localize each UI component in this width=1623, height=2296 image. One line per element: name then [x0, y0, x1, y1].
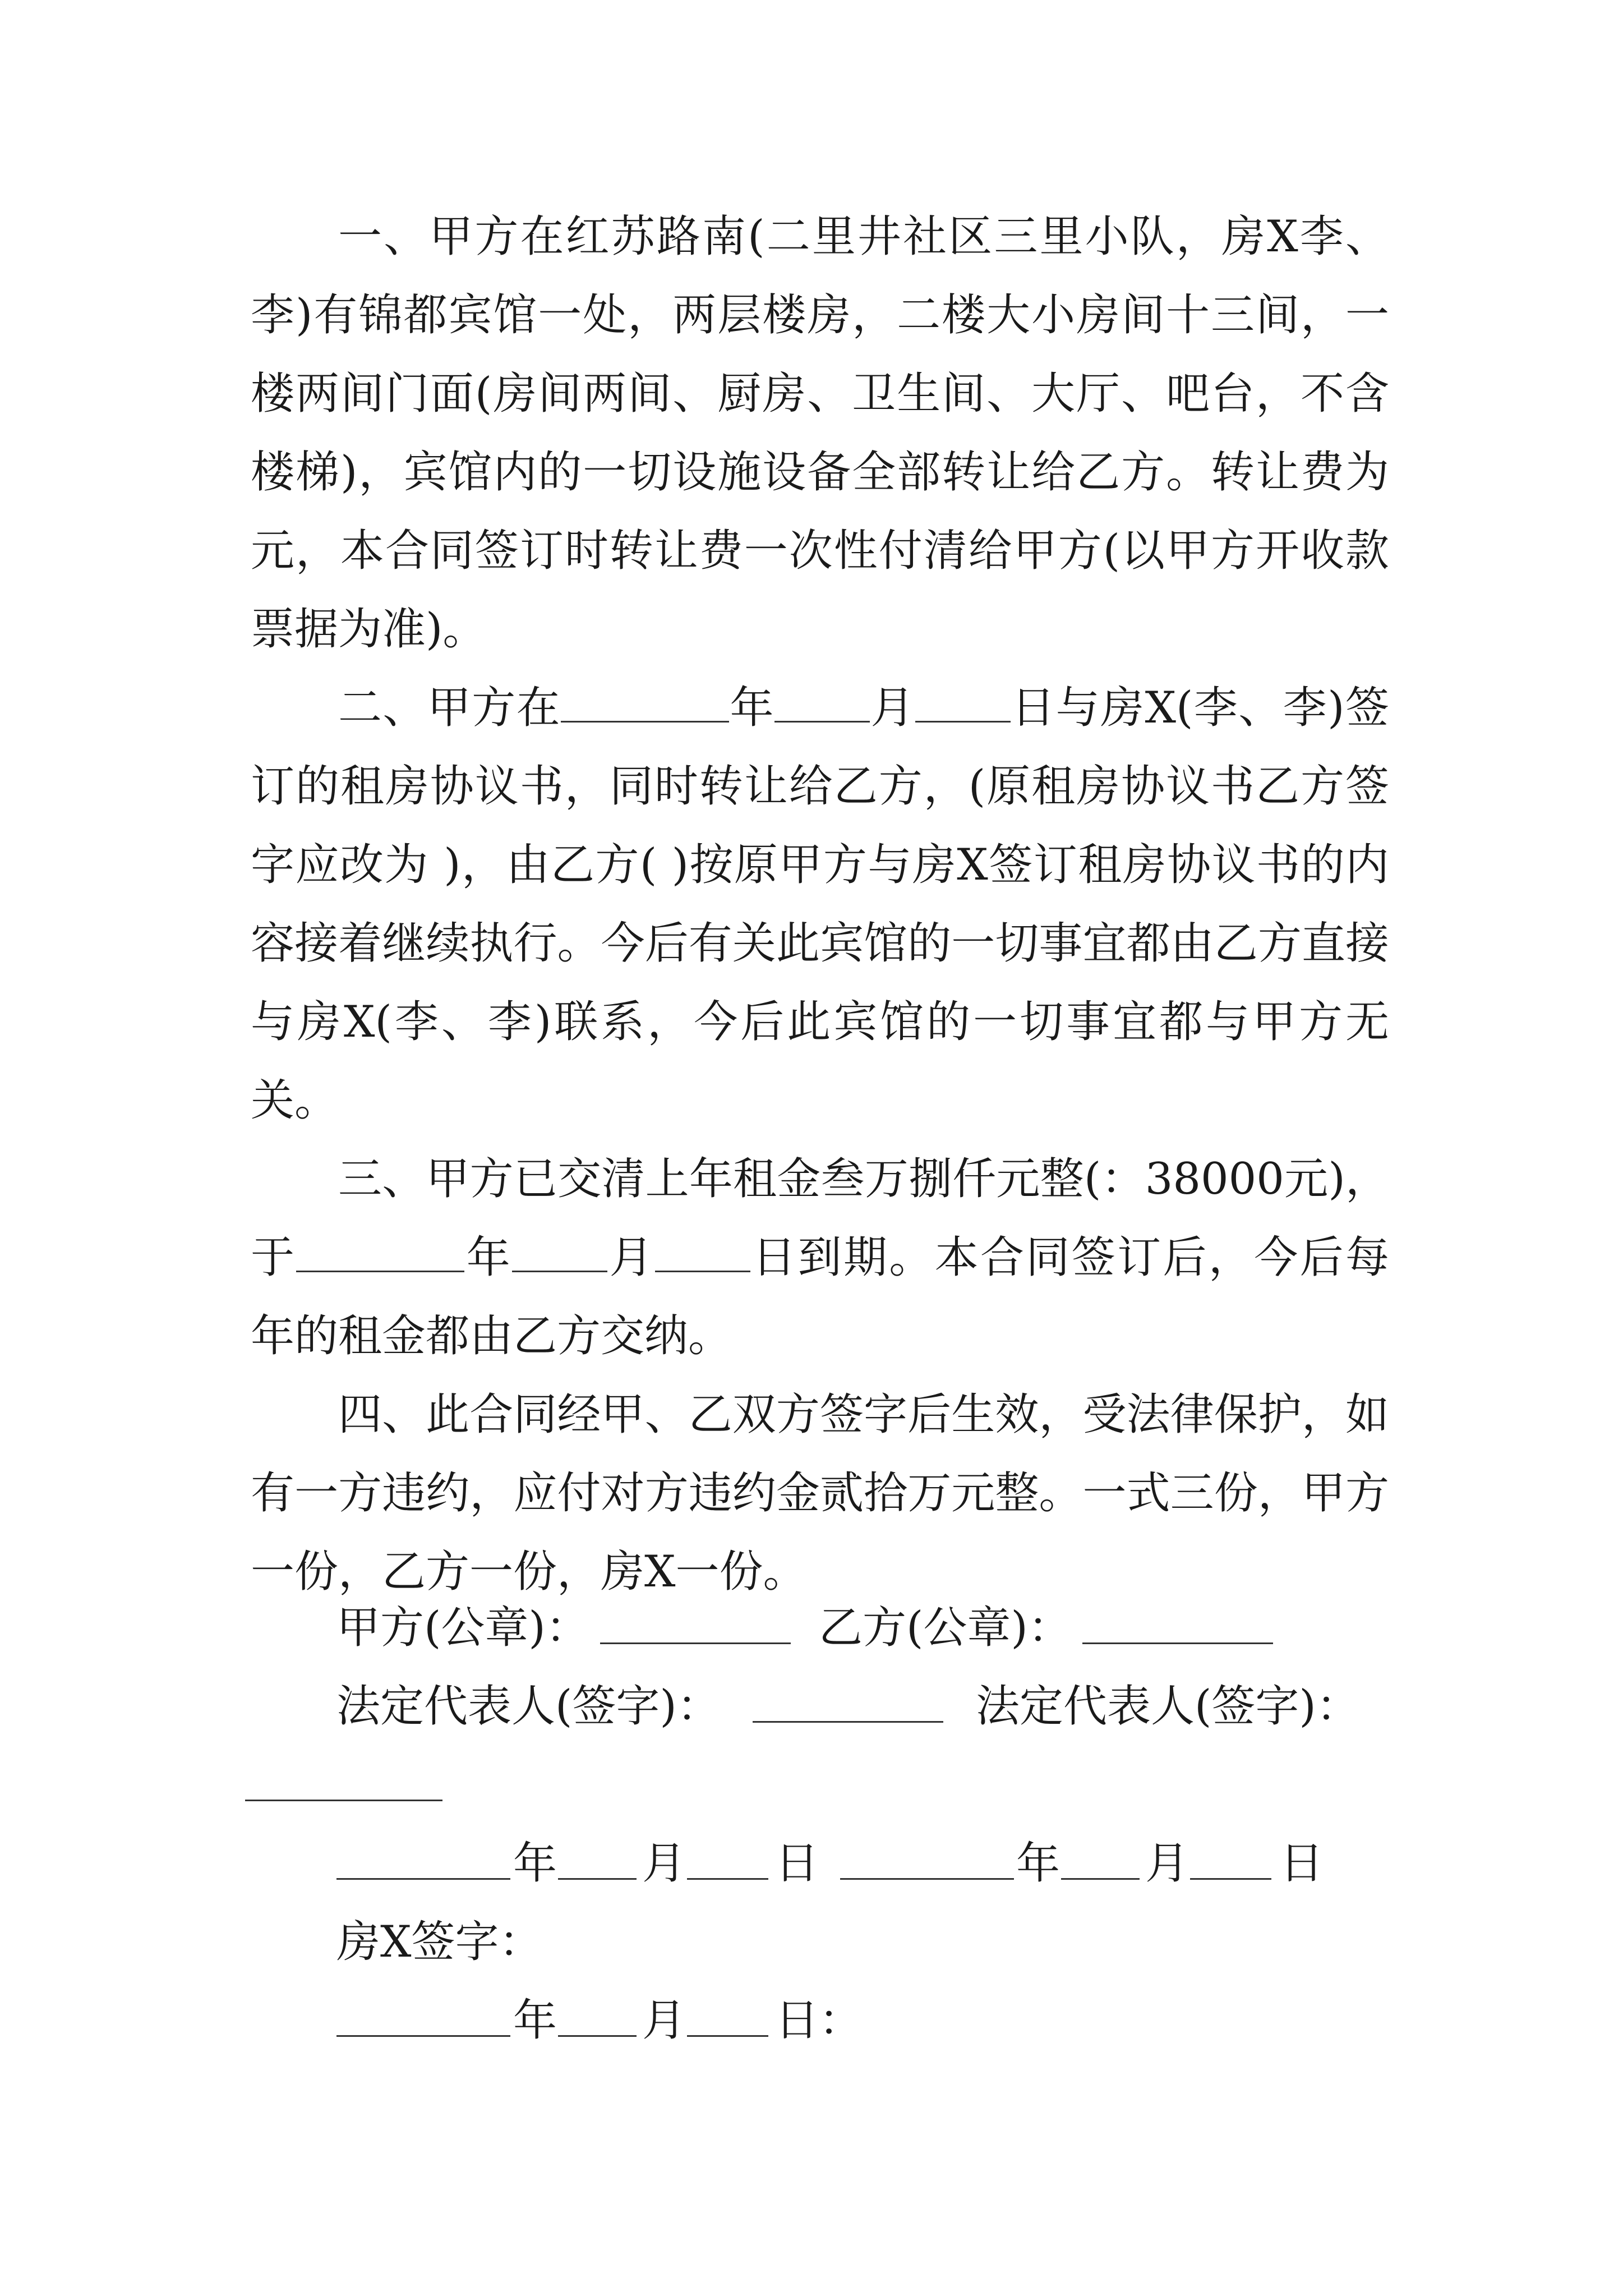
date-c-day: 日：	[775, 1995, 863, 2046]
clause-3-rest: 日到期。本合同签订后，今后每年的租金都由乙方交纳。	[251, 1232, 1389, 1361]
clause-2-year: 年	[729, 683, 774, 733]
date-c-year: 年	[513, 1995, 557, 2046]
party-b-seal-label: 乙方(公章)：	[819, 1603, 1072, 1653]
date-c-month-blank	[558, 2035, 637, 2037]
party-b-seal-blank	[1082, 1642, 1273, 1644]
blank-year	[296, 1236, 464, 1272]
date-a-day-blank	[687, 1878, 768, 1880]
date-b-year-blank	[840, 1878, 1014, 1880]
blank-month	[512, 1236, 607, 1272]
rep-a-label: 法定代表人(签字)：	[336, 1681, 721, 1732]
date-b-year: 年	[1016, 1838, 1061, 1889]
rep-b-label: 法定代表人(签字)：	[976, 1681, 1360, 1732]
contract-body	[251, 197, 1389, 1611]
clause-4: 四、此合同经甲、乙双方签字后生效，受法律保护，如有一方违约，应付对方违约金贰拾万元整。一式三份，甲方一份，乙方一份，房X一份。	[251, 1389, 1389, 1597]
date-c-day-blank	[687, 2035, 768, 2037]
date-a-month-blank	[558, 1878, 637, 1880]
clause-3-year: 年	[464, 1232, 513, 1283]
date-c-year-blank	[336, 2035, 510, 2037]
date-a-year: 年	[513, 1838, 557, 1889]
clause-2-month: 月	[869, 683, 915, 733]
blank-day	[655, 1236, 750, 1272]
clause-2-rest: 日与房X(李、李)签订的租房协议书，同时转让给乙方，(原租房协议书乙方签字应改为 )，由乙方( )按原甲方与房X签订租房协议书的内容接着继续执行。今后有关此宾馆的一切事宜都由乙方直接与房X(李、李)联系，今后此宾馆的一切事宜都与甲方无关。	[251, 683, 1389, 1126]
date-b-month-blank	[1061, 1878, 1140, 1880]
date-a-year-blank	[336, 1878, 510, 1880]
clause-3-month: 月	[607, 1232, 655, 1283]
blank-year	[561, 686, 729, 723]
rep-a-blank	[753, 1721, 943, 1723]
party-a-seal-label: 甲方(公章)：	[336, 1603, 589, 1653]
blank-month	[774, 686, 870, 723]
clause-2	[251, 669, 1389, 1140]
landlord-sign-label: 房X签字：	[336, 1917, 543, 1967]
date-c-month: 月	[642, 1995, 686, 2046]
date-a-month: 月	[642, 1838, 686, 1889]
party-a-seal-blank	[600, 1642, 791, 1644]
clause-2-text: 二、甲方在	[338, 683, 561, 733]
blank-day	[915, 686, 1011, 723]
clause-3-text: 三、甲方已交清上年租金叁万捌仟元整(：38000元)，于	[251, 1154, 1389, 1283]
clause-1: 一、甲方在红苏路南(二里井社区三里小队，房X李、李)有锦都宾馆一处，两层楼房，二楼大小房间十三间，一楼两间门面(房间两间、厨房、卫生间、大厅、吧台，不含楼梯)，宾馆内的一切设施设备全部转让给乙方。转让费为元，本合同签订时转让费一次性付清给甲方(以甲方开收款票据为准)。	[251, 211, 1389, 655]
date-b-month: 月	[1145, 1838, 1189, 1889]
date-a-day: 日	[775, 1838, 819, 1889]
date-b-day-blank	[1190, 1878, 1271, 1880]
rep-b-blank	[245, 1800, 442, 1801]
clause-3	[251, 1140, 1389, 1375]
date-b-day: 日	[1280, 1838, 1324, 1889]
